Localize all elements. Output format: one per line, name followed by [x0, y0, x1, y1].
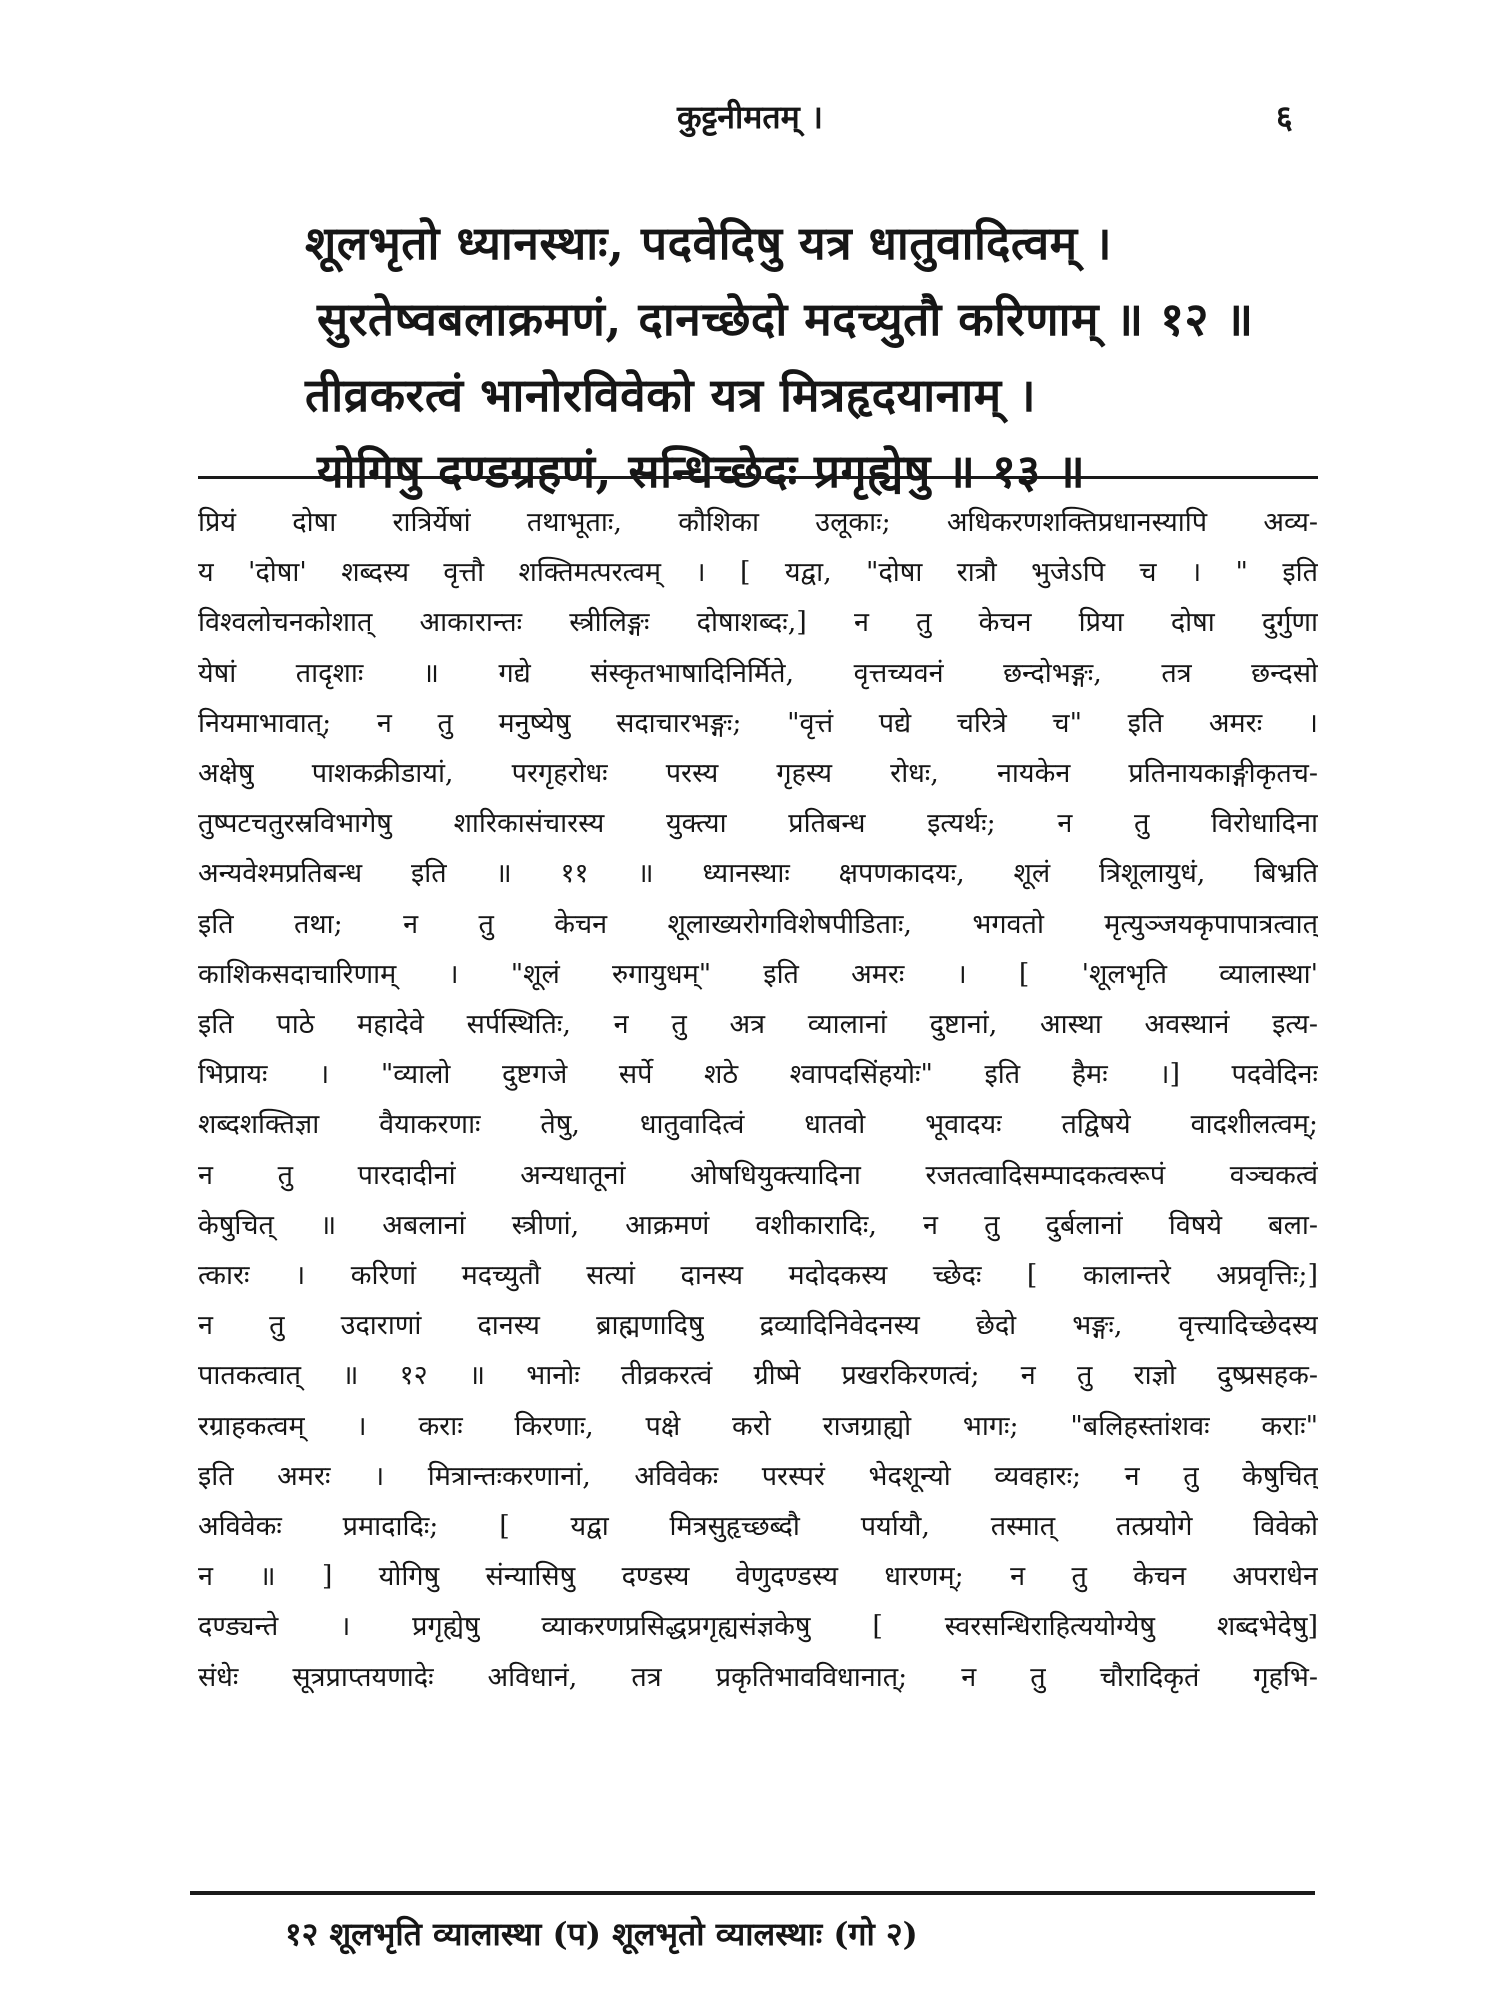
- commentary-line: य 'दोषा' शब्दस्य वृत्तौ शक्तिमत्परत्वम् । [ यद्वा, "दोषा रात्रौ भुजेऽपि च । " इति: [198, 557, 1318, 589]
- commentary-line: प्रियं दोषा रात्रिर्येषां तथाभूताः, कौशिका उलूकाः; अधिकरणशक्तिप्रधानस्यापि अव्य-: [198, 507, 1318, 538]
- commentary-line: इति अमरः । मित्रान्तःकरणानां, अविवेकः परस्परं भेदशून्यो व्यवहारः; न तु केषुचित्: [198, 1460, 1318, 1492]
- commentary-block: [198, 498, 1318, 1703]
- verse-block: [305, 205, 1355, 509]
- commentary-line: इति तथा; न तु केचन शूलाख्यरोगविशेषपीडिताः, भगवतो मृत्युञ्जयकृपापात्रत्वात्: [198, 908, 1318, 940]
- footnote-rule: [190, 1891, 1315, 1895]
- verse-line: योगिषु दण्डग्रहणं, सन्धिच्छेदः प्रगृह्येषु ॥ १३ ॥: [317, 444, 1086, 498]
- verse-line: सुरतेष्वबलाक्रमणं, दानच्छेदो मदच्युतौ करिणाम् ॥ १२ ॥: [317, 292, 1254, 346]
- commentary-line: रग्राहकत्वम् । कराः किरणाः, पक्षे करो राजग्राह्यो भागः; "बलिहस्तांशवः कराः": [198, 1410, 1318, 1442]
- commentary-line: न ॥ ] योगिषु संन्यासिषु दण्डस्य वेणुदण्डस्य धारणम्; न तु केचन अपराधेन: [198, 1561, 1318, 1593]
- verse-line: तीव्रकरत्वं भानोरविवेको यत्र मित्रहृदयानाम् ।: [305, 368, 1037, 422]
- commentary-line: अविवेकः प्रमादादिः; [ यद्वा मित्रसुहृच्छब्दौ पर्यायौ, तस्मात् तत्प्रयोगे विवेको: [198, 1511, 1318, 1543]
- commentary-line: न तु उदाराणां दानस्य ब्राह्मणादिषु द्रव्यादिनिवेदनस्य छेदो भङ्गः, वृत्त्यादिच्छेदस्य: [198, 1310, 1318, 1342]
- page-number: ६: [1276, 98, 1293, 136]
- footnote: १२ शूलभृति व्यालास्था (प) शूलभृतो व्यालस्थाः (गो २): [285, 1915, 918, 1953]
- commentary-line: त्कारः । करिणां मदच्युतौ सत्यां दानस्य मदोदकस्य च्छेदः [ कालान्तरे अप्रवृत्तिः;]: [198, 1260, 1318, 1292]
- running-title: कुट्टनीमतम् ।: [676, 98, 824, 136]
- commentary-line: नियमाभावात्; न तु मनुष्येषु सदाचारभङ्गः; "वृत्तं पद्ये चरित्रे च" इति अमरः ।: [198, 707, 1318, 739]
- commentary-line: संधेः सूत्रप्राप्तयणादेः अविधानं, तत्र प्रकृतिभावविधानात्; न तु चौरादिकृतं गृहभि-: [198, 1661, 1318, 1693]
- commentary-line: शब्दशक्तिज्ञा वैयाकरणाः तेषु, धातुवादित्वं धातवो भूवादयः तद्विषये वादशीलत्वम्;: [198, 1109, 1318, 1141]
- commentary-line: न तु पारदादीनां अन्यधातूनां ओषधियुक्त्यादिना रजतत्वादिसम्पादकत्वरूपं वञ्चकत्वं: [198, 1159, 1318, 1191]
- divider-rule: [198, 476, 1318, 479]
- commentary-line: केषुचित् ॥ अबलानां स्त्रीणां, आक्रमणं वशीकारादिः, न तु दुर्बलानां विषये बला-: [198, 1209, 1318, 1241]
- verse-line: शूलभृतो ध्यानस्थाः, पदवेदिषु यत्र धातुवादित्वम् ।: [305, 216, 1113, 270]
- commentary-line: भिप्रायः । "व्यालो दुष्टगजे सर्पे शठे श्वापदसिंहयोः" इति हैमः ।] पदवेदिनः: [198, 1059, 1318, 1091]
- commentary-line: येषां तादृशाः ॥ गद्ये संस्कृतभाषादिनिर्मिते, वृत्तच्यवनं छन्दोभङ्गः, तत्र छन्दसो: [198, 657, 1318, 689]
- commentary-line: दण्ड्यन्ते । प्रगृह्येषु व्याकरणप्रसिद्धप्रगृह्यसंज्ञकेषु [ स्वरसन्धिराहित्ययोग्येषु शब्दभेदेषु]: [198, 1611, 1318, 1643]
- commentary-line: काशिकसदाचारिणाम् । "शूलं रुगायुधम्" इति अमरः । [ 'शूलभृति व्यालास्था': [198, 958, 1318, 990]
- commentary-line: अन्यवेश्मप्रतिबन्ध इति ॥ ११ ॥ ध्यानस्थाः क्षपणकादयः, शूलं त्रिशूलायुधं, बिभ्रति: [198, 858, 1318, 890]
- commentary-line: पातकत्वात् ॥ १२ ॥ भानोः तीव्रकरत्वं ग्रीष्मे प्रखरकिरणत्वं; न तु राज्ञो दुष्प्रसहक-: [198, 1360, 1318, 1392]
- commentary-line: विश्वलोचनकोशात् आकारान्तः स्त्रीलिङ्गः दोषाशब्दः,] न तु केचन प्रिया दोषा दुर्गुणा: [198, 607, 1318, 639]
- commentary-line: अक्षेषु पाशकक्रीडायां, परगृहरोधः परस्य गृहस्य रोधः, नायकेन प्रतिनायकाङ्गीकृतच-: [198, 758, 1318, 790]
- commentary-line: इति पाठे महादेवे सर्पस्थितिः, न तु अत्र व्यालानां दुष्टानां, आस्था अवस्थानं इत्य-: [198, 1009, 1318, 1041]
- commentary-line: तुष्पटचतुरस्रविभागेषु शारिकासंचारस्य युक्त्या प्रतिबन्ध इत्यर्थः; न तु विरोधादिना: [198, 808, 1318, 840]
